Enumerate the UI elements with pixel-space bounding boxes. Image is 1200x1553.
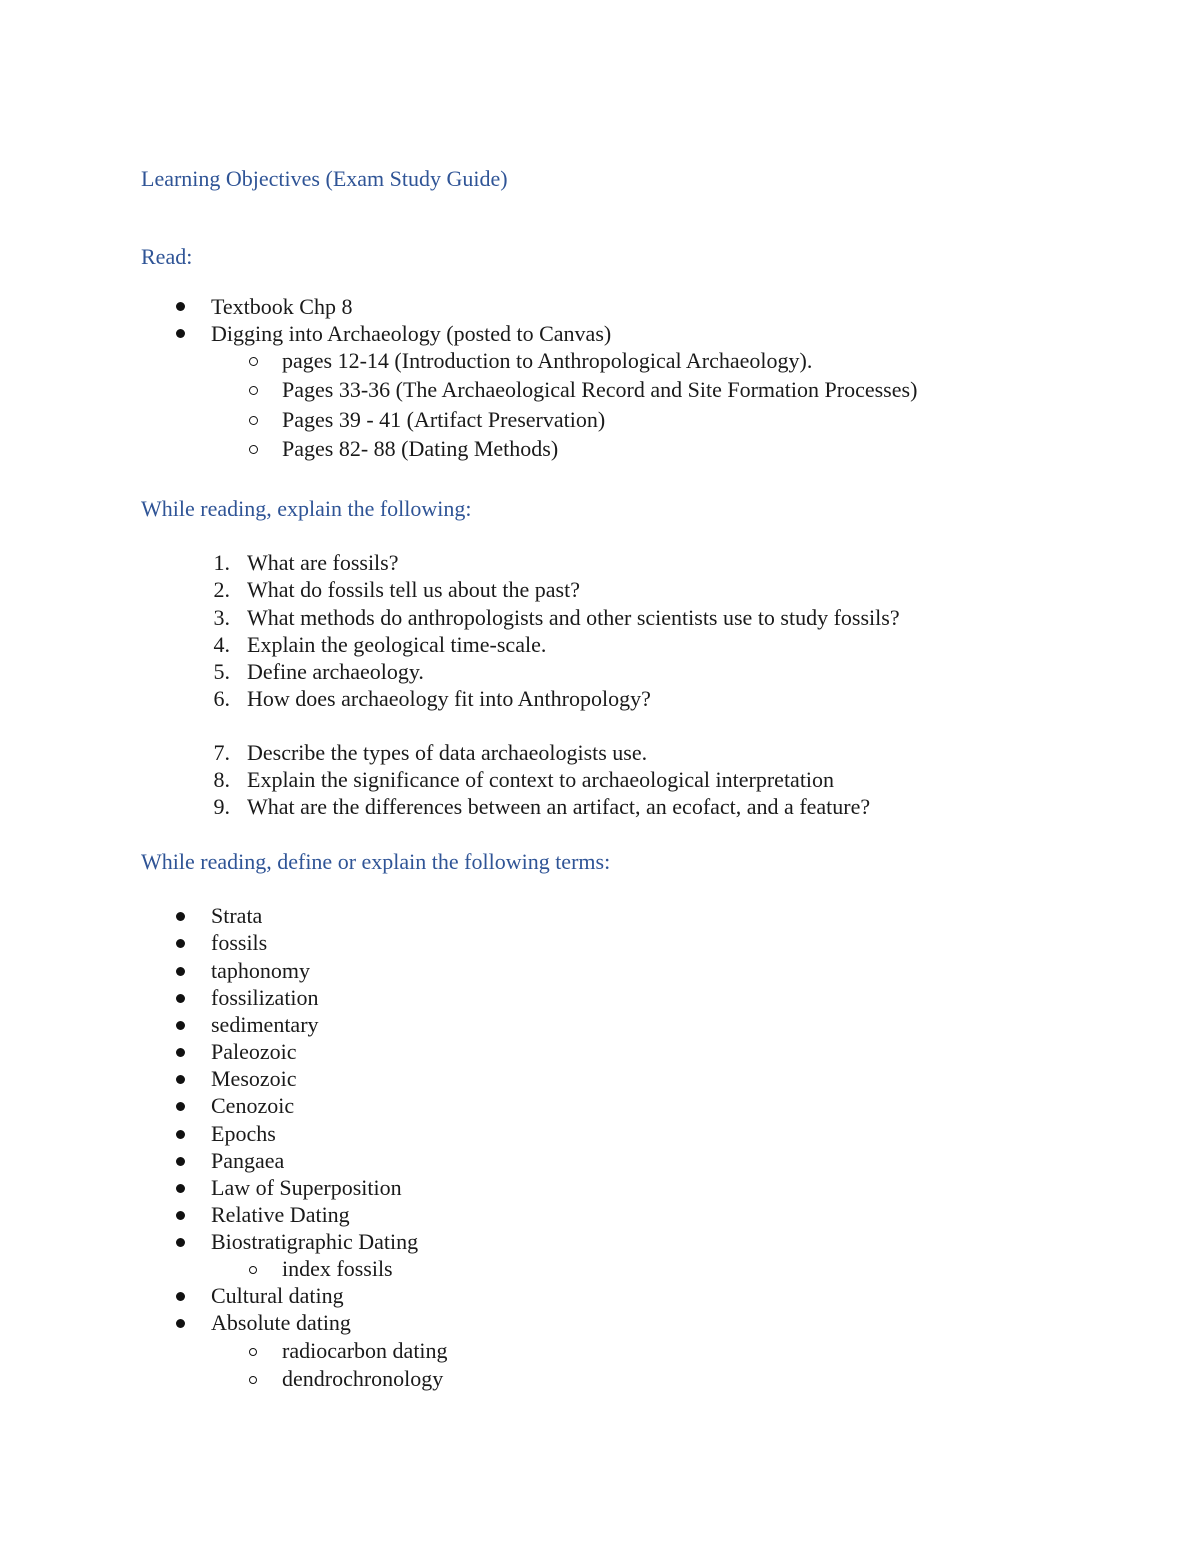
sub-bullet-icon bbox=[249, 357, 258, 366]
bullet-icon bbox=[176, 994, 185, 1003]
question-number: 1. bbox=[213, 550, 230, 575]
bullet-icon bbox=[176, 1292, 185, 1301]
term-subitem: radiocarbon dating bbox=[282, 1338, 448, 1363]
term-item: sedimentary bbox=[211, 1012, 319, 1037]
bullet-icon bbox=[176, 1184, 185, 1193]
sub-bullet-icon bbox=[249, 1266, 257, 1274]
bullet-icon bbox=[176, 939, 185, 948]
bullet-icon bbox=[176, 1157, 185, 1166]
term-item: Strata bbox=[211, 903, 263, 928]
read-subitem: pages 12-14 (Introduction to Anthropological Archaeology). bbox=[282, 348, 813, 373]
sub-bullet-icon bbox=[249, 445, 258, 454]
term-item: fossilization bbox=[211, 985, 319, 1010]
term-subitem: index fossils bbox=[282, 1256, 393, 1281]
term-item: Epochs bbox=[211, 1121, 276, 1146]
term-item: Mesozoic bbox=[211, 1066, 297, 1091]
terms-heading: While reading, define or explain the following terms: bbox=[141, 849, 611, 874]
explain-heading: While reading, explain the following: bbox=[141, 496, 472, 521]
term-item: Law of Superposition bbox=[211, 1175, 402, 1200]
term-item: Cultural dating bbox=[211, 1283, 344, 1308]
question-number: 6. bbox=[213, 686, 230, 711]
term-subitem: dendrochronology bbox=[282, 1366, 444, 1391]
bullet-icon bbox=[176, 1238, 185, 1247]
document-title: Learning Objectives (Exam Study Guide) bbox=[141, 166, 508, 191]
term-item: Pangaea bbox=[211, 1148, 285, 1173]
question-item: Define archaeology. bbox=[247, 659, 424, 684]
bullet-icon bbox=[176, 967, 185, 976]
question-number: 2. bbox=[213, 577, 230, 602]
term-item: Biostratigraphic Dating bbox=[211, 1229, 419, 1254]
bullet-icon bbox=[176, 912, 185, 921]
read-subitem: Pages 33-36 (The Archaeological Record and Site Formation Processes) bbox=[282, 377, 918, 402]
term-item: Absolute dating bbox=[211, 1310, 351, 1335]
read-subitem: Pages 39 - 41 (Artifact Preservation) bbox=[282, 407, 606, 432]
bullet-icon bbox=[176, 1021, 185, 1030]
question-number: 8. bbox=[213, 767, 230, 792]
sub-bullet-icon bbox=[249, 1376, 257, 1384]
bullet-icon bbox=[176, 1211, 185, 1220]
bullet-icon bbox=[176, 1075, 185, 1084]
term-item: Relative Dating bbox=[211, 1202, 350, 1227]
question-number: 4. bbox=[213, 632, 230, 657]
question-item: Explain the significance of context to archaeological interpretation bbox=[247, 767, 835, 792]
question-item: What are the differences between an artifact, an ecofact, and a feature? bbox=[247, 794, 871, 819]
term-item: Paleozoic bbox=[211, 1039, 297, 1064]
bullet-icon bbox=[176, 1319, 185, 1328]
sub-bullet-icon bbox=[249, 386, 258, 395]
bullet-icon bbox=[176, 1048, 185, 1057]
term-item: Cenozoic bbox=[211, 1093, 295, 1118]
bullet-icon bbox=[176, 302, 185, 311]
read-subitem: Pages 82- 88 (Dating Methods) bbox=[282, 436, 559, 461]
read-item: Textbook Chp 8 bbox=[211, 294, 353, 319]
sub-bullet-icon bbox=[249, 1348, 257, 1356]
question-item: What do fossils tell us about the past? bbox=[247, 577, 580, 602]
question-number: 9. bbox=[213, 794, 230, 819]
term-item: taphonomy bbox=[211, 958, 310, 983]
question-number: 7. bbox=[213, 740, 230, 765]
sub-bullet-icon bbox=[249, 416, 258, 425]
question-item: How does archaeology fit into Anthropology? bbox=[247, 686, 651, 711]
question-number: 3. bbox=[213, 605, 230, 630]
read-item: Digging into Archaeology (posted to Canvas) bbox=[211, 321, 612, 346]
question-item: Explain the geological time-scale. bbox=[247, 632, 547, 657]
question-number: 5. bbox=[213, 659, 230, 684]
bullet-icon bbox=[176, 329, 185, 338]
question-item: Describe the types of data archaeologists use. bbox=[247, 740, 648, 765]
question-item: What methods do anthropologists and other scientists use to study fossils? bbox=[247, 605, 900, 630]
read-heading: Read: bbox=[141, 244, 193, 269]
bullet-icon bbox=[176, 1130, 185, 1139]
question-item: What are fossils? bbox=[247, 550, 399, 575]
bullet-icon bbox=[176, 1102, 185, 1111]
term-item: fossils bbox=[211, 930, 268, 955]
